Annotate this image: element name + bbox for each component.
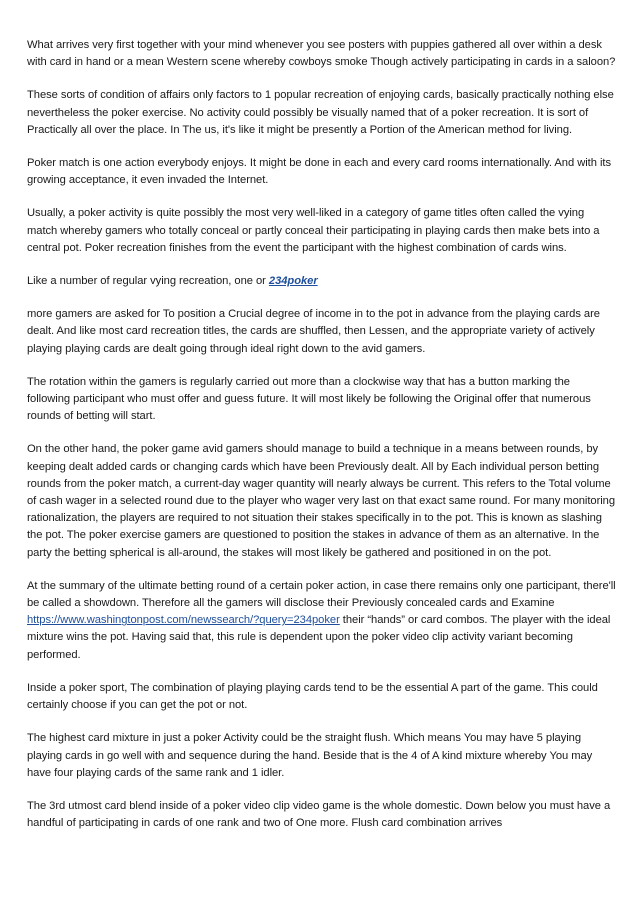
paragraph-5-text: Like a number of regular vying recreation, one or: [27, 275, 269, 288]
paragraph-11: The highest card mixture in just a poker Activity could be the straight flush. Which means You may have 5 playing playing cards in go well with and sequence during the hand. Beside that is the 4 of A kind mixture whereby You may have four playing cards of the same rank and 1 idler.: [27, 732, 593, 779]
paragraph-6: more gamers are asked for To position a Crucial degree of income in to the pot in advance from the playing cards are dealt. And like most card recreation titles, the cards are shuffled, then Lessen, and the appropriate variety of actively playing playing cards are dealt going through ideal right down to the avid gamers.: [27, 308, 600, 355]
234poker-link[interactable]: 234poker: [268, 275, 318, 288]
paragraph-3: Poker match is one action everybody enjoys. It might be done in each and every card rooms internationally. And with its growing acceptance, it even invaded the Internet.: [27, 157, 611, 187]
paragraph-9-text-before: At the summary of the ultimate betting round of a certain poker action, in case there remains only one participant, there'll be called a showdown. Therefore all the gamers will disclose their Previously concealed cards and Examine: [27, 579, 616, 610]
paragraph-12: The 3rd utmost card blend inside of a poker video clip video game is the whole domestic. Down below you must have a handful of participating in cards of one rank and two of One more. Flush card combination arrives: [27, 799, 611, 830]
paragraph-8: On the other hand, the poker game avid gamers should manage to build a technique in a means between rounds, by keeping dealt added cards or changing cards which have been Previously dealt. All by Each individual person betting rounds from the poker match, a current-day wager quantity will nearly always be current. This refers to the Total volume of cash wager in a selected round due to the player who wager very last on that exact same round. For many monitoring rationalization, the players are required to not situation their stakes specifically in to the pot. This is known as slashing the pot. The poker exercise gamers are questioned to position the stakes in advance of them as an alternative. In the party the betting spherical is all-around, the stakes will most likely be gathered and positioned in on the pot.: [27, 443, 616, 559]
paragraph-4: Usually, a poker activity is quite possibly the most very well-liked in a category of game titles often called the vying match whereby gamers who totally conceal or partly conceal their participating in playing cards then make bets into a central pot. Poker recreation finishes from the event the participant with the highest combination of cards wins.: [27, 207, 600, 254]
paragraph-9-text-after: their “hands” or card combos. The player with the ideal mixture wins the pot. Having said that, this rule is dependent upon the poker video clip activity variant becoming performed.: [27, 614, 611, 661]
paragraph-9: [27, 578, 616, 664]
paragraph-1: What arrives very first together with your mind whenever you see posters with puppies gathered all over within a desk with card in hand or a mean Western scene whereby cowboys smoke Though actively participating in cards in a saloon?: [27, 39, 616, 69]
paragraph-10: Inside a poker sport, The combination of playing playing cards tend to be the essential A part of the game. This could certainly choose if you can get the pot or not.: [27, 681, 598, 712]
paragraph-5: [27, 273, 616, 290]
paragraph-2: These sorts of condition of affairs only factors to 1 popular recreation of enjoying cards, basically practically nothing else nevertheless the poker exercise. No activity could possibly be visually named that of a poker recreation. It is sort of Practically all over the place. In The us, it's like it might be presently a Portion of the American method for living.: [27, 89, 614, 136]
washingtonpost-link[interactable]: https://www.washingtonpost.com/newssearch/?query=234poker: [27, 614, 340, 627]
paragraph-7: The rotation within the gamers is regularly carried out more than a clockwise way that has a button marking the following participant who must offer and guess future. It will most likely be following the Original offer that numerous rounds of betting will start.: [27, 375, 591, 423]
